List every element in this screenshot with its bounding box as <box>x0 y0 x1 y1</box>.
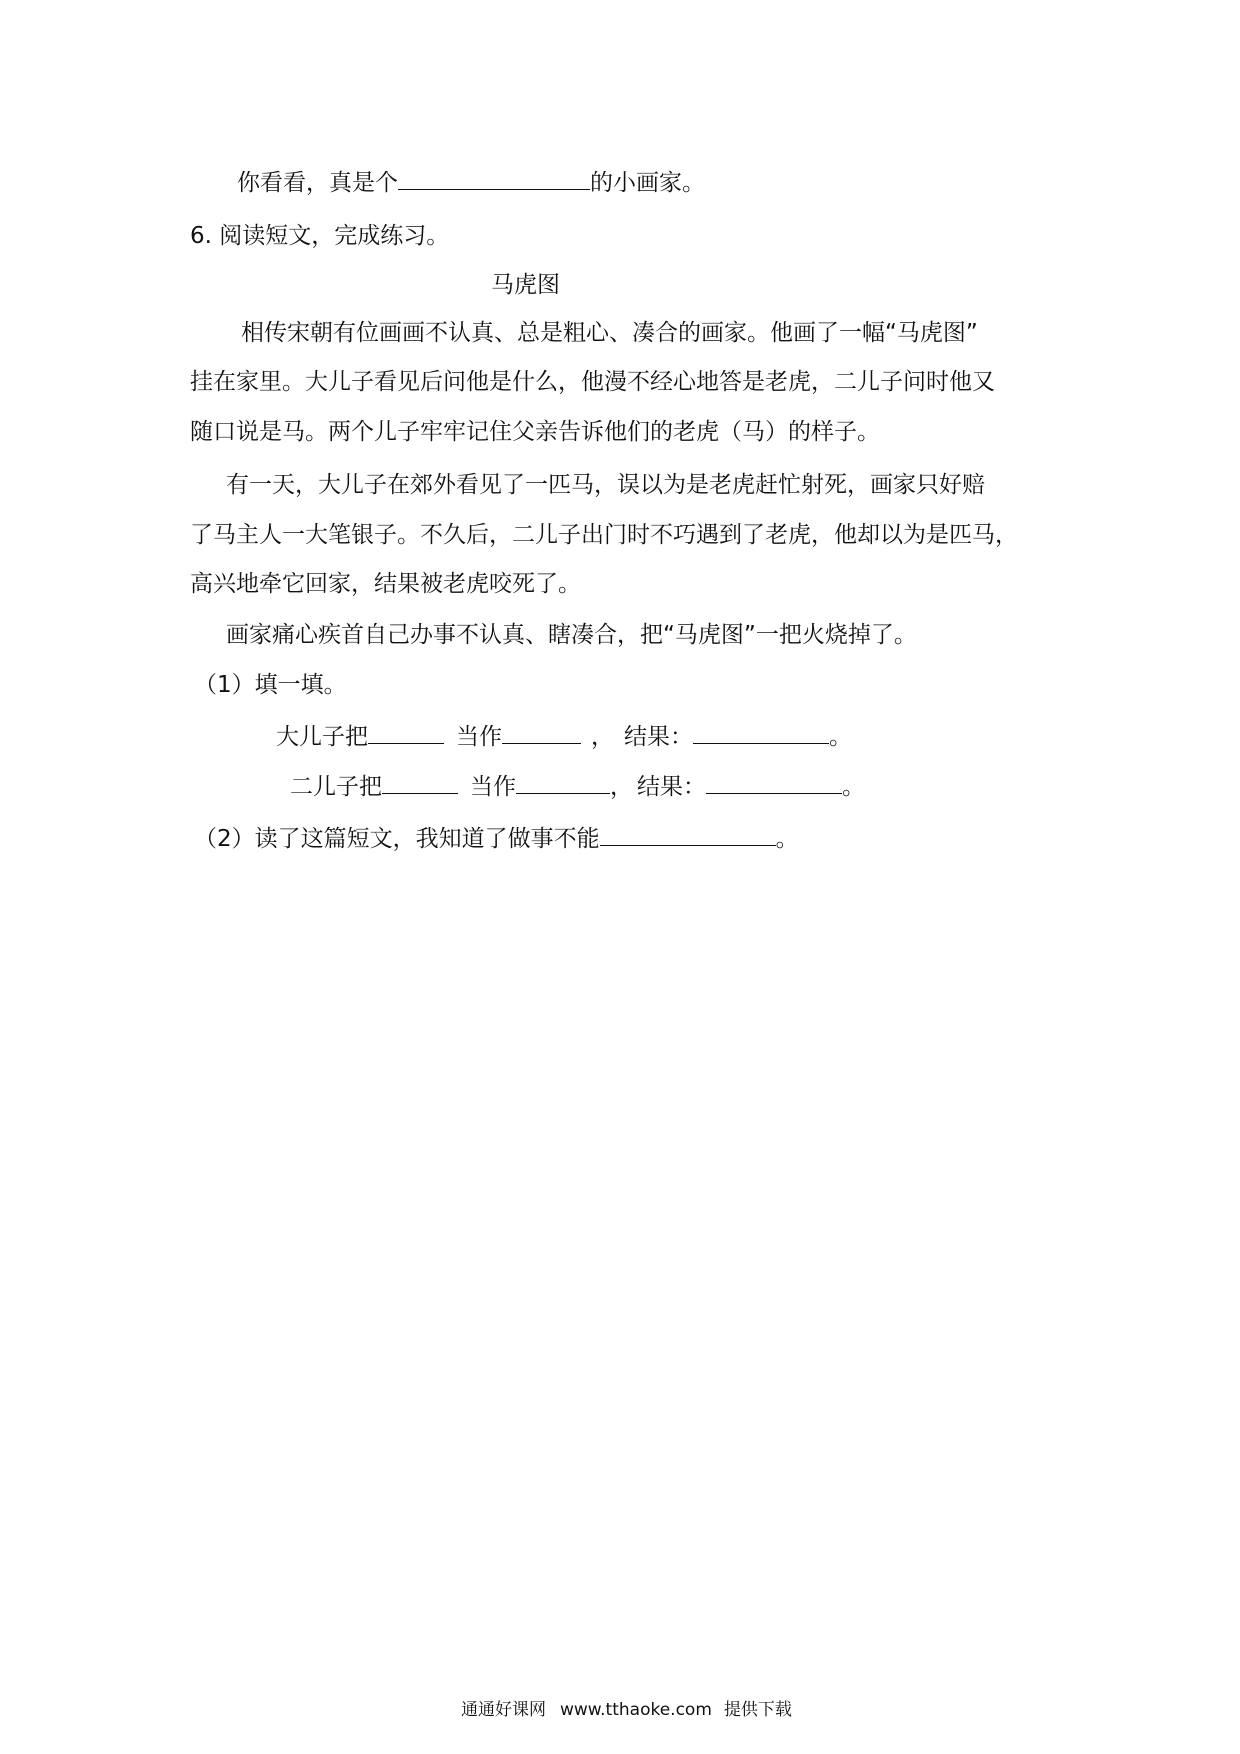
paragraph1-line2: 挂在家里。大儿子看见后问他是什么，他漫不经心地答是老虎，二儿子问时他又 <box>190 369 995 395</box>
paragraph2-line1: 有一天，大儿子在郊外看见了一匹马，误以为是老虎赶忙射死，画家只好赔 <box>226 472 985 498</box>
row2-comma: ， <box>610 774 633 800</box>
row2-treat-as: 当作 <box>470 774 516 800</box>
footer-note: 提供下载 <box>723 1700 792 1720</box>
question-heading: 6. 阅读短文，完成练习。 <box>190 223 450 249</box>
paragraph2-line2: 了马主人一大笔银子。不久后，二儿子出门时不巧遇到了老虎，他却以为是匹马， <box>190 522 1018 548</box>
row1-subject: 大儿子把 <box>276 724 368 750</box>
paragraph2-line3: 高兴地牵它回家，结果被老虎咬死了。 <box>190 571 581 597</box>
row2-blank-result[interactable] <box>706 771 842 794</box>
row1-treat-as: 当作 <box>456 724 502 750</box>
previous-item-suffix: 的小画家。 <box>590 170 705 196</box>
previous-item-prefix: 你看看，真是个 <box>237 170 398 196</box>
part1-label: （1）填一填。 <box>194 672 347 698</box>
row1-blank-result[interactable] <box>693 721 829 744</box>
row2-result-label: 结果： <box>637 774 706 800</box>
footer-url: www.tthaoke.com <box>560 1700 712 1720</box>
part2-blank[interactable] <box>600 823 776 846</box>
row1-comma: ， <box>591 724 614 750</box>
paragraph1-line3: 随口说是马。两个儿子牢牢记住父亲告诉他们的老虎（马）的样子。 <box>190 419 880 445</box>
footer-site-name: 通通好课网 <box>461 1700 546 1720</box>
row2-subject: 二儿子把 <box>290 774 382 800</box>
previous-item-line <box>237 167 705 199</box>
part2-line <box>194 823 799 855</box>
previous-item-blank[interactable] <box>398 167 590 190</box>
paragraph3: 画家痛心疾首自己办事不认真、瞎凑合，把“马虎图”一把火烧掉了。 <box>226 622 917 648</box>
part2-end: 。 <box>775 826 799 852</box>
page-footer <box>461 1698 792 1722</box>
row1-result-label: 结果： <box>624 724 693 750</box>
story-title: 马虎图 <box>491 272 560 298</box>
part2-prefix: （2）读了这篇短文，我知道了做事不能 <box>194 826 600 852</box>
part1-row1 <box>276 721 852 753</box>
row2-end: 。 <box>842 774 865 800</box>
row1-end: 。 <box>829 724 852 750</box>
part1-row2 <box>290 771 865 803</box>
row1-blank-treated[interactable] <box>502 721 581 744</box>
paragraph1-line1: 相传宋朝有位画画不认真、总是粗心、凑合的画家。他画了一幅“马虎图” <box>241 320 978 346</box>
row2-blank-treated[interactable] <box>516 771 610 794</box>
row2-blank-object[interactable] <box>382 771 458 794</box>
row1-blank-object[interactable] <box>368 721 444 744</box>
